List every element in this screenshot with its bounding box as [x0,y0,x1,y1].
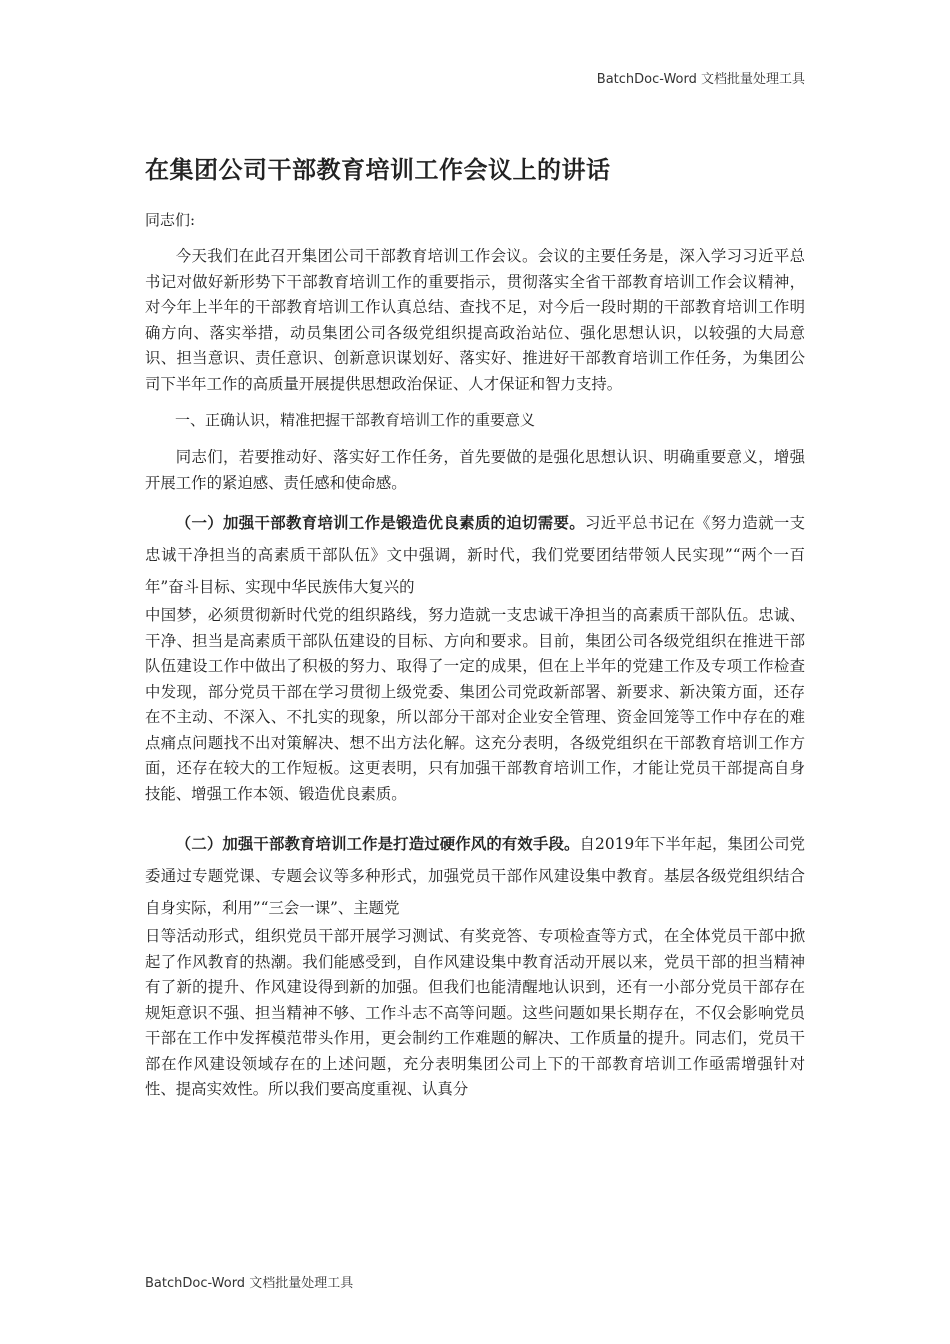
page-footer: BatchDoc-Word 文档批量处理工具 [145,1276,354,1291]
section-heading-1: 一、正确认识，精准把握干部教育培训工作的重要意义 [175,411,536,429]
item1-body-a: 习近平总书记在《努力造就一支忠诚干净担当的高素质干部队伍》文中强调，新时代，我们党要团结带领人民实现”“两个一百年”奋斗目标、实现中华民族伟大复兴的 [145,514,805,596]
item2-body-a: 自2019年下半年起，集团公司党委通过专题党课、专题会议等多种形式，加强党员干部作风建设集中教育。基层各级党组织结合自身实际，利用”“三会一课”、主题党 [145,835,805,917]
paragraph-gap [145,818,805,828]
greeting: 同志们: [145,211,196,229]
intro-paragraph: 今天我们在此召开集团公司干部教育培训工作会议。会议的主要任务是，深入学习习近平总书记对做好新形势下干部教育培训工作的重要指示，贯彻落实全省干部教育培训工作会议精神，对今年上半年的干部教育培训工作认真总结、查找不足，对今后一段时期的干部教育培训工作明确方向、落实举措，动员集团公司各级党组织提高政治站位、强化思想认识，以较强的大局意识、担当意识、责任意识、创新意识谋划好、落实好、推进好干部教育培训工作任务，为集团公司下半年工作的高质量开展提供思想政治保证、人才保证和智力支持。 [145,247,805,393]
item2-lead: （二）加强干部教育培训工作是打造过硬作风的有效手段。 [175,835,580,853]
item1-paragraph-part2: 中国梦，必须贯彻新时代党的组织路线，努力造就一支忠诚干净担当的高素质干部队伍。忠诚、干净、担当是高素质干部队伍建设的目标、方向和要求。目前，集团公司各级党组织在推进干部队伍建设工作中做出了积极的努力、取得了一定的成果，但在上半年的党建工作及专项工作检查中发现，部分党员干部在学习贯彻上级党委、集团公司党政新部署、新要求、新决策方面，还存在不主动、不深入、不扎实的现象，所以部分干部对企业安全管理、资金回笼等工作中存在的难点痛点问题找不出对策解决、想不出方法化解。这充分表明，各级党组织在干部教育培训工作方面，还存在较大的工作短板。这更表明，只有加强干部教育培训工作，才能让党员干部提高自身技能、增强工作本领、锻造优良素质。 [145,606,805,803]
section1-intro-paragraph: 同志们，若要推动好、落实好工作任务，首先要做的是强化思想认识、明确重要意义，增强开展工作的紧迫感、责任感和使命感。 [145,448,805,492]
item1-lead: （一）加强干部教育培训工作是锻造优良素质的迫切需要。 [175,514,585,532]
page-header: BatchDoc-Word 文档批量处理工具 [596,72,805,87]
document-title: 在集团公司干部教育培训工作会议上的讲话 [145,156,611,184]
item1-paragraph-part1 [145,507,805,603]
item2-paragraph-part2: 日等活动形式，组织党员干部开展学习测试、有奖竞答、专项检查等方式，在全体党员干部中掀起了作风教育的热潮。我们能感受到，自作风建设集中教育活动开展以来，党员干部的担当精神有了新的提升、作风建设得到新的加强。但我们也能清醒地认识到，还有一小部分党员干部存在规矩意识不强、担当精神不够、工作斗志不高等问题。这些问题如果长期存在，不仅会影响党员干部在工作中发挥模范带头作用，更会制约工作难题的解决、工作质量的提升。同志们，党员干部在作风建设领域存在的上述问题，充分表明集团公司上下的干部教育培训工作亟需增强针对性、提高实效性。所以我们要高度重视、认真分 [145,927,805,1098]
document-body [145,150,805,1114]
item2-paragraph-part1 [145,828,805,924]
